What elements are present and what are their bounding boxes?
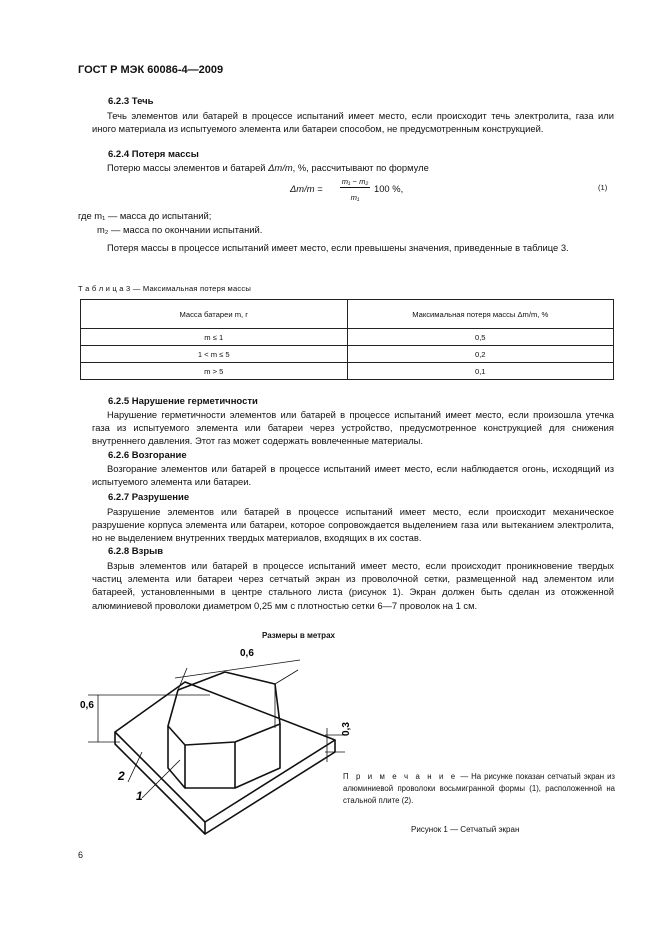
steel-plate-side-right: [205, 740, 335, 834]
section-6-2-3-text: Течь элементов или батарей в процессе испытаний имеет место, если происходит течь электролита, газа или иного материала из испытуемого элемента или батареи способом, не предусмотренным конструкцией.: [92, 110, 614, 135]
formula-number: (1): [598, 183, 608, 192]
mesh-screen-drawing: [70, 640, 360, 840]
table-cell: m ≤ 1: [81, 329, 348, 346]
figure-note: П р и м е ч а н и е — На рисунке показан сетчатый экран из алюминиевой проволоки восьмигранной формы (1), расположенной на стальной плите (2).: [343, 772, 616, 806]
figure-dims-title: Размеры в метрах: [262, 631, 335, 640]
table-row: [81, 329, 614, 346]
section-6-2-8-text: Взрыв элементов или батарей в процессе испытаний имеет место, если происходит проникновение твердых частиц элемента или батареи через сетчатый экран из проволочной сетки, размещенной над элементом или батареей, установленными в центре стального листа (рисунок 1). Экран должен быть сделан из отожженной алюминиевой проволоки диаметром 0,25 мм с плотностью сетки 6—7 проволок на 1 см.: [92, 560, 614, 611]
section-6-2-4-title: 6.2.4 Потеря массы: [108, 149, 199, 160]
section-6-2-3-title: 6.2.3 Течь: [108, 96, 154, 107]
formula-numerator: m₁ − m₂: [341, 177, 369, 186]
table-cell: m > 5: [81, 363, 348, 380]
section-6-2-6-text: Возгорание элементов или батарей в процессе испытаний имеет место, если наблюдается огонь, исходящий из испытуемого элемента или батареи.: [92, 463, 614, 488]
page-number: 6: [78, 850, 84, 860]
table-row: [81, 346, 614, 363]
table-caption: Т а б л и ц а 3 — Максимальная потеря массы: [78, 284, 252, 293]
document-header: ГОСТ Р МЭК 60086-4—2009: [78, 64, 224, 76]
table-cell: 1 < m ≤ 5: [81, 346, 348, 363]
section-6-2-7-title: 6.2.7 Разрушение: [108, 492, 190, 503]
steel-plate-side-left: [115, 732, 205, 834]
figure-caption: Рисунок 1 — Сетчатый экран: [411, 825, 520, 834]
label-2: 2: [118, 769, 125, 783]
table-cell: 0,1: [347, 363, 614, 380]
table-header-row: [81, 300, 614, 329]
formula-left: Δm/m =: [290, 183, 323, 194]
mass-loss-table: [80, 299, 614, 380]
table-header-cell: Масса батареи m, г: [81, 300, 348, 329]
section-6-2-7-text: Разрушение элементов или батарей в процессе испытаний имеет место, если происходит механическое разрушение корпуса элемента или батареи, которое сопровождается выделением газа или вытеканием электролита, но не выделением внутренних твердых материалов, входящих в их состав.: [92, 506, 614, 544]
table-cell: 0,5: [347, 329, 614, 346]
section-6-2-4-text: Потеря массы в процессе испытаний имеет место, если превышены значения, приведенные в таблице 3.: [107, 242, 569, 253]
section-6-2-6-title: 6.2.6 Возгорание: [108, 450, 187, 461]
section-6-2-5-title: 6.2.5 Нарушение герметичности: [108, 396, 258, 407]
table-header-cell: Максимальная потеря массы Δm/m, %: [347, 300, 614, 329]
table-cell: 0,2: [347, 346, 614, 363]
section-6-2-4-intro: Потерю массы элементов и батарей Δm/m, %, рассчитывают по формуле: [107, 162, 429, 173]
mesh-side-front: [185, 742, 235, 788]
label-1: 1: [136, 789, 143, 803]
section-6-2-8-title: 6.2.8 Взрыв: [108, 546, 164, 557]
dim-right-label: 0,3: [341, 722, 352, 736]
table-row: [81, 363, 614, 380]
leader-2: [128, 752, 142, 782]
dim-left-label: 0,6: [80, 700, 94, 711]
dim-top-ext-right: [275, 670, 298, 684]
formula-denominator: m₁: [350, 193, 360, 202]
steel-plate-top: [115, 682, 335, 822]
dim-top-label: 0,6: [240, 648, 254, 659]
formula-right: 100 %,: [374, 183, 404, 194]
section-6-2-5-text: Нарушение герметичности элементов или батарей в процессе испытаний имеет место, если произошла утечка газа из испытуемого элемента или батареи через устройство, предусмотренное конструкцией для снижения внутреннего давления. Этот газ может содержать вовлеченные материалы.: [92, 409, 614, 447]
where-m1: где m₁ — масса до испытаний;: [78, 210, 212, 221]
where-m2: m₂ — масса по окончании испытаний.: [97, 224, 263, 235]
